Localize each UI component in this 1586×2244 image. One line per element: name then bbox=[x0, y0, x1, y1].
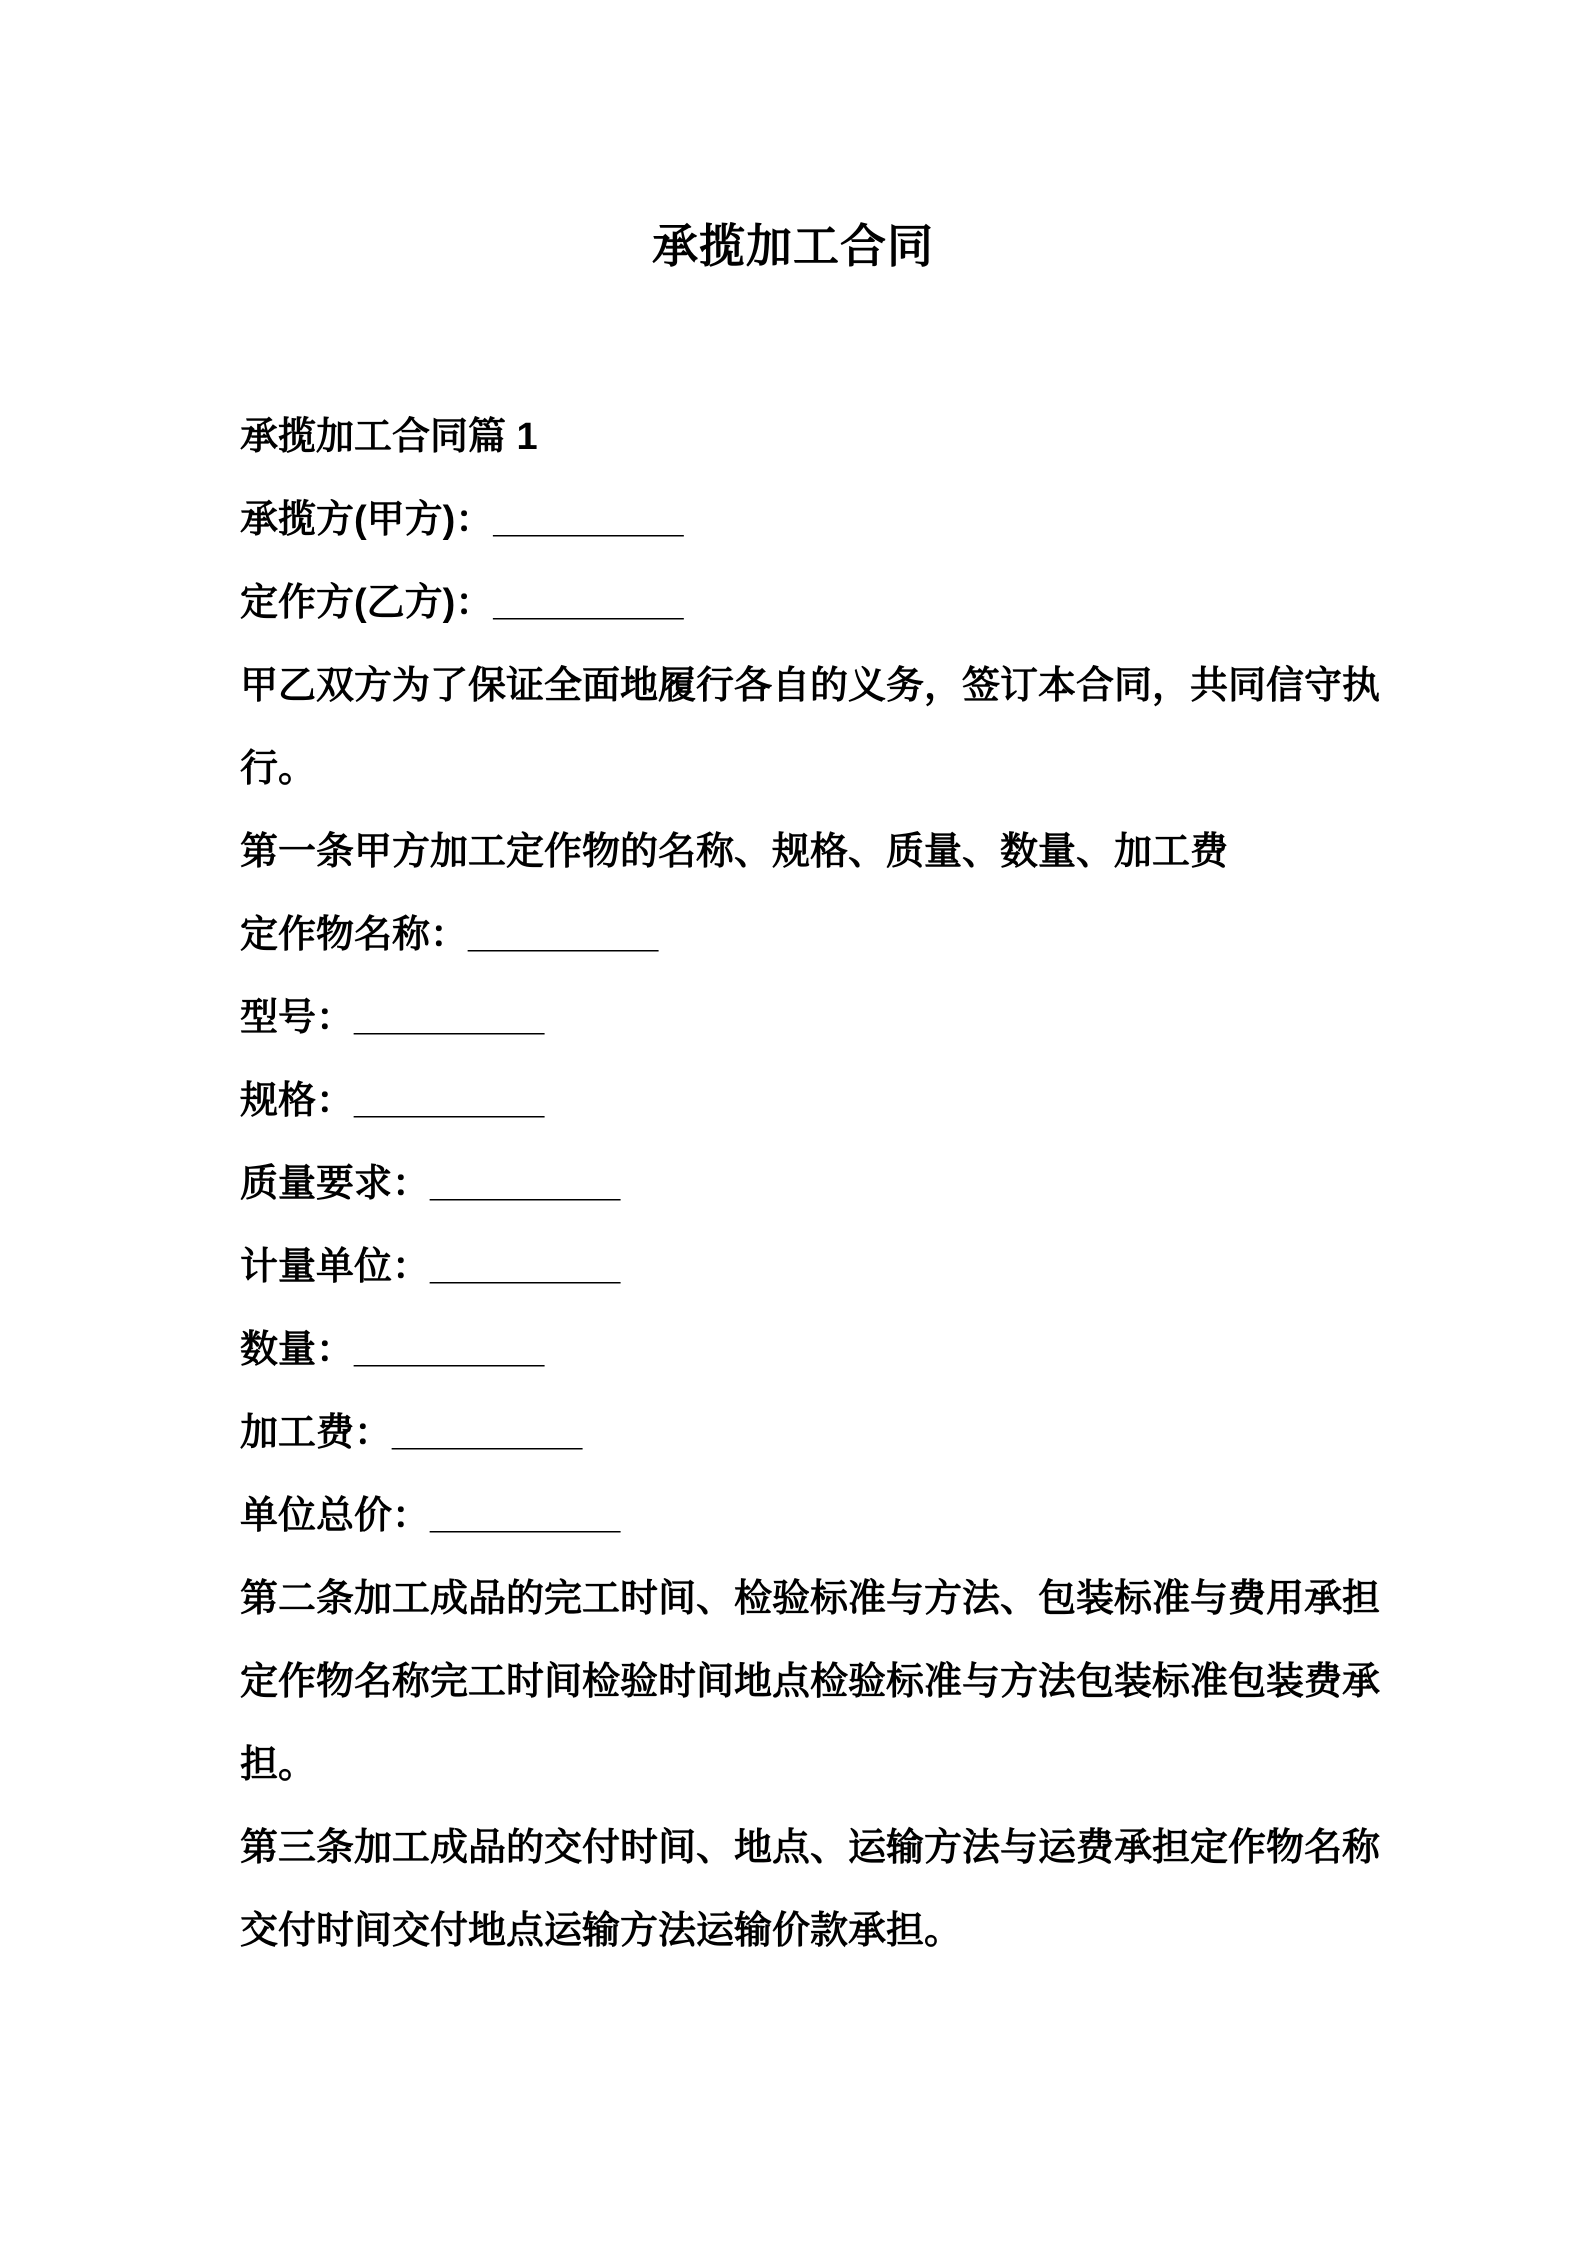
field-specification: 规格：_________ bbox=[240, 1080, 545, 1122]
clause-1-heading: 第一条甲方加工定作物的名称、规格、质量、数量、加工费 bbox=[240, 831, 1229, 873]
field-orderer-party-b: 定作方(乙方)：_________ bbox=[240, 582, 684, 624]
document-body bbox=[240, 396, 1390, 1973]
document-title: 承揽加工合同 bbox=[652, 220, 934, 272]
field-model-number: 型号：_________ bbox=[240, 997, 545, 1039]
field-processing-fee: 加工费：_________ bbox=[240, 1412, 583, 1454]
field-measurement-unit: 计量单位：_________ bbox=[240, 1246, 621, 1288]
field-unit-total-price: 单位总价：_________ bbox=[240, 1495, 621, 1537]
field-quantity: 数量：_________ bbox=[240, 1329, 545, 1371]
paragraph-preamble: 甲乙双方为了保证全面地履行各自的义务，签订本合同，共同信守执行。 bbox=[240, 665, 1381, 790]
field-product-name: 定作物名称：_________ bbox=[240, 914, 659, 956]
field-quality-requirement: 质量要求：_________ bbox=[240, 1163, 621, 1205]
paragraph-section-label: 承揽加工合同篇 1 bbox=[240, 416, 538, 458]
field-contractor-party-a: 承揽方(甲方)：_________ bbox=[240, 499, 684, 541]
clause-3-paragraph: 第三条加工成品的交付时间、地点、运输方法与运费承担定作物名称交付时间交付地点运输方法运输价款承担。 bbox=[240, 1827, 1381, 1952]
clause-2-paragraph: 第二条加工成品的完工时间、检验标准与方法、包装标准与费用承担定作物名称完工时间检验时间地点检验标准与方法包装标准包装费承担。 bbox=[240, 1578, 1381, 1786]
